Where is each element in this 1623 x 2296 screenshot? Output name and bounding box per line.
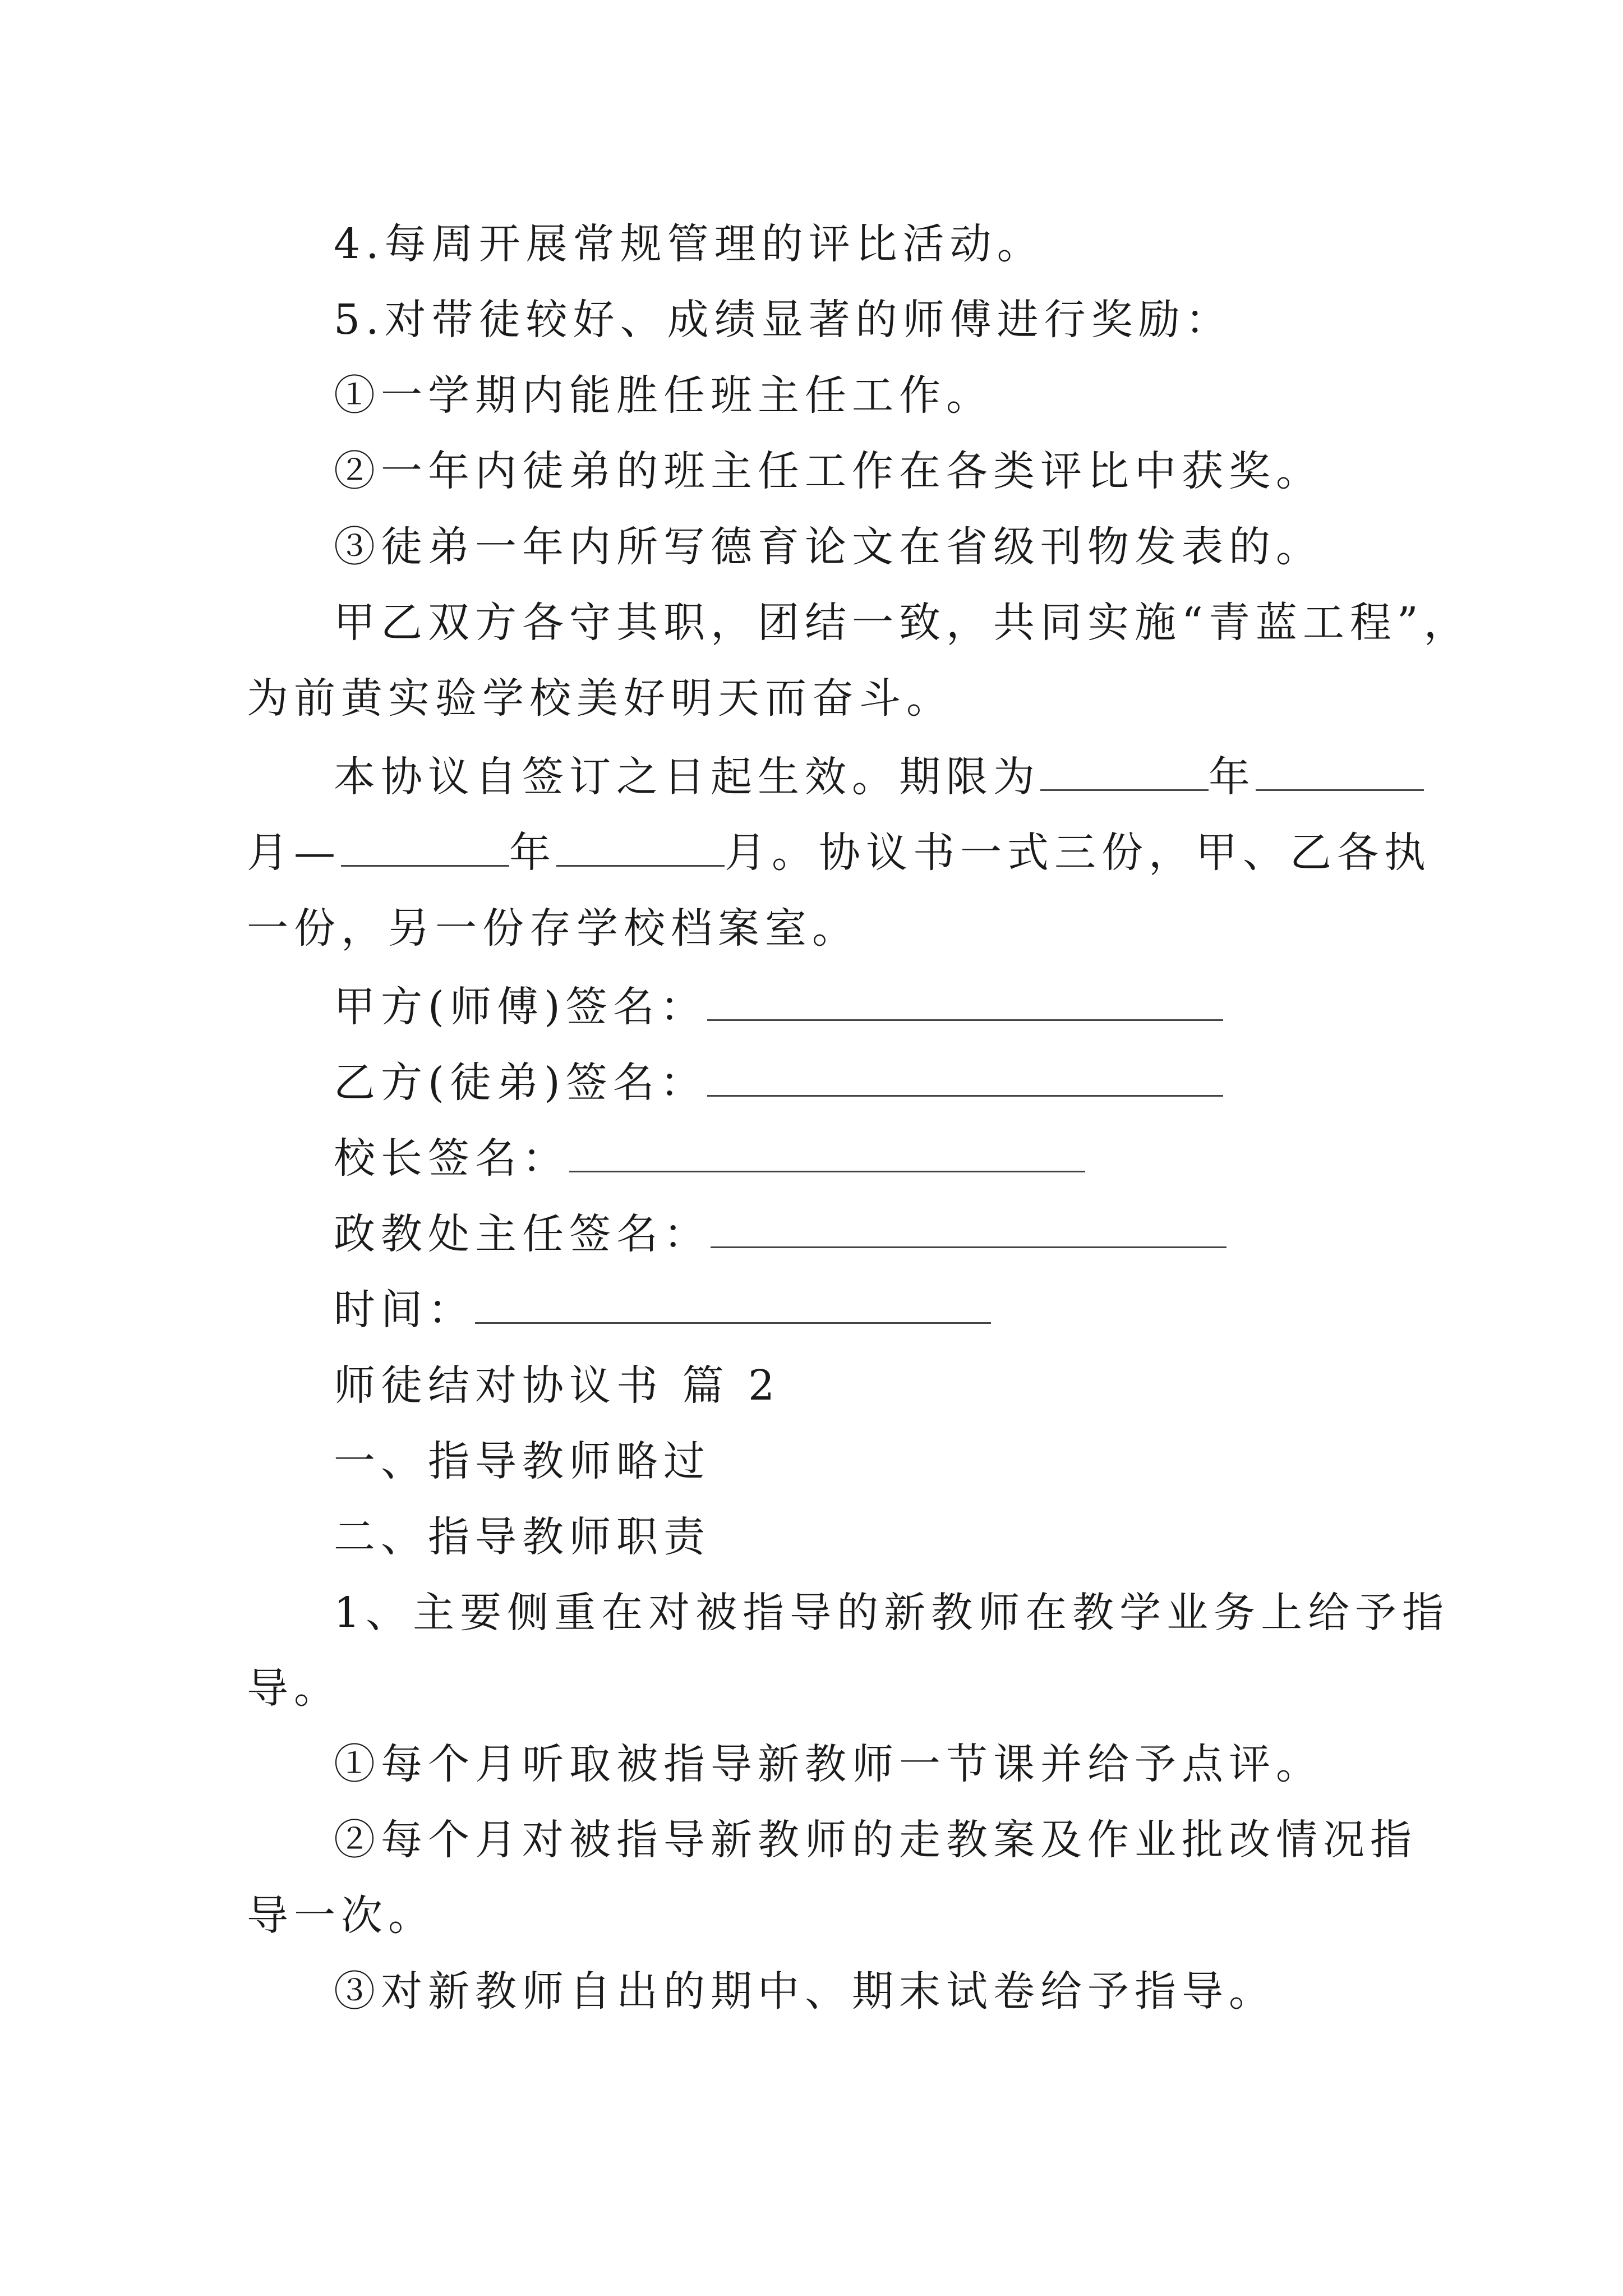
end-year-blank bbox=[341, 825, 509, 867]
duty-item-1: ①每个月听取被指导新教师一节课并给予点评。 bbox=[334, 1740, 1323, 1788]
reward-item-3: ③徒弟一年内所写德育论文在省级刊物发表的。 bbox=[334, 523, 1323, 571]
paragraph-cooperation-line1: 甲乙双方各守其职，团结一致，共同实施“青蓝工程”， bbox=[334, 599, 1471, 647]
paragraph-validity-line1 bbox=[334, 749, 1424, 805]
start-year-blank bbox=[1040, 749, 1209, 791]
signature-party-a bbox=[334, 979, 1223, 1035]
heading-1: 一、指导教师略过 bbox=[334, 1437, 711, 1485]
signature-line bbox=[707, 979, 1223, 1021]
duty-item-2-line1: ②每个月对被指导新教师的走教案及作业批改情况指 bbox=[334, 1816, 1417, 1864]
end-month-blank bbox=[556, 825, 725, 867]
signature-line bbox=[475, 1282, 991, 1324]
reward-item-2: ②一年内徒弟的班主任工作在各类评比中获奖。 bbox=[334, 447, 1323, 495]
validity-text: 本协议自签订之日起生效。期限为 bbox=[334, 753, 1040, 801]
paragraph-validity-line2 bbox=[247, 825, 1431, 881]
paragraph-validity-line3: 一份，另一份存学校档案室。 bbox=[247, 904, 859, 953]
signature-principal bbox=[334, 1130, 1085, 1186]
duty-1-line2: 导。 bbox=[247, 1664, 341, 1713]
copies-text: 月。协议书一式三份，甲、乙各执 bbox=[725, 829, 1431, 877]
duty-1-line1: 1、主要侧重在对被指导的新教师在教学业务上给予指 bbox=[334, 1589, 1450, 1637]
signature-line bbox=[569, 1130, 1085, 1172]
item-4: 4.每周开展常规管理的评比活动。 bbox=[334, 220, 1044, 268]
year-label-2: 年 bbox=[509, 829, 556, 877]
section-title: 师徒结对协议书 篇 2 bbox=[334, 1361, 781, 1410]
year-label: 年 bbox=[1209, 753, 1256, 801]
signature-label: 政教处主任签名： bbox=[334, 1210, 711, 1258]
paragraph-cooperation-line2: 为前黄实验学校美好明天而奋斗。 bbox=[247, 674, 953, 723]
reward-item-1: ①一学期内能胜任班主任工作。 bbox=[334, 371, 993, 420]
signature-label: 时间： bbox=[334, 1286, 475, 1334]
duty-item-3: ③对新教师自出的期中、期末试卷给予指导。 bbox=[334, 1967, 1276, 2016]
month-dash-text: 月— bbox=[247, 829, 341, 877]
signature-label: 乙方(徒弟)签名： bbox=[334, 1059, 707, 1107]
signature-label: 校长签名： bbox=[334, 1134, 569, 1182]
start-month-blank bbox=[1256, 749, 1424, 791]
signature-line bbox=[711, 1206, 1227, 1248]
signature-line bbox=[707, 1055, 1223, 1097]
duty-item-2-line2: 导一次。 bbox=[247, 1892, 435, 1940]
signature-director bbox=[334, 1206, 1227, 1262]
signature-party-b bbox=[334, 1055, 1223, 1111]
signature-label: 甲方(师傅)签名： bbox=[334, 983, 707, 1031]
item-5: 5.对带徒较好、成绩显著的师傅进行奖励： bbox=[334, 296, 1233, 344]
heading-2: 二、指导教师职责 bbox=[334, 1513, 711, 1561]
signature-date bbox=[334, 1282, 991, 1338]
